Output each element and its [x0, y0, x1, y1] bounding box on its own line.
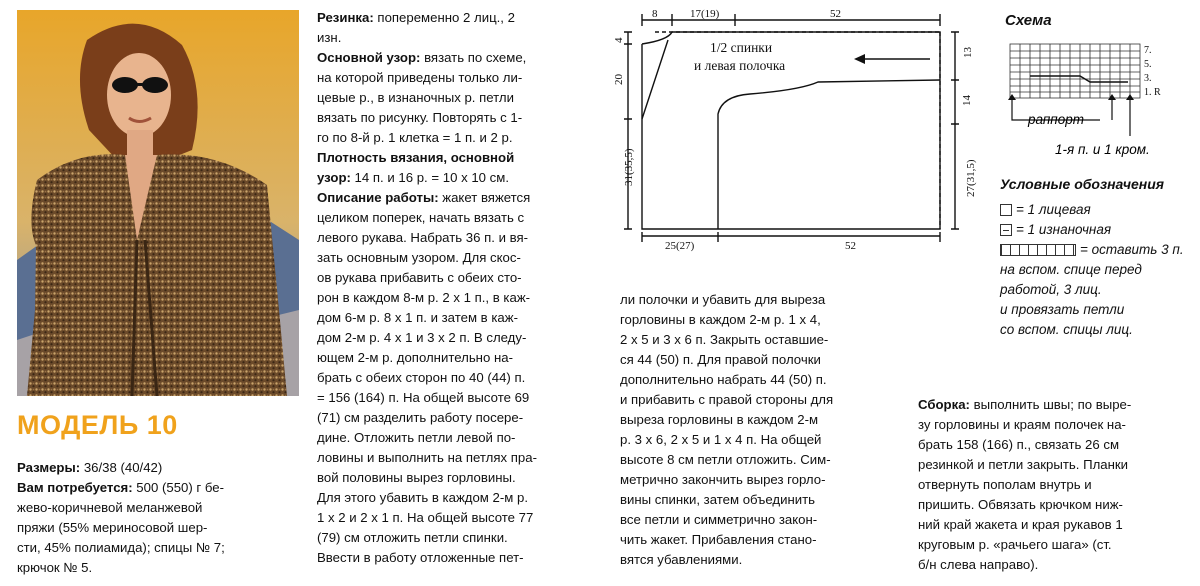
need-label: Вам потребуется:: [17, 480, 133, 495]
pattern-diagram: [610, 4, 990, 254]
dim-right-1: 13: [962, 47, 974, 58]
cable-symbol-icon: [1000, 244, 1076, 256]
text-line: ний край жакета и края рукавов 1: [918, 517, 1123, 532]
text-line: Ввести в работу отложенные пет-: [317, 550, 524, 565]
work-label: Описание работы:: [317, 190, 439, 205]
purl-symbol-icon: [1000, 224, 1012, 236]
text-line: дополнительно набрать 44 (50) п.: [620, 372, 827, 387]
text-line: р. 3 х 6, 2 х 5 и 1 х 4 п. На общей: [620, 432, 822, 447]
dim-top-1: 8: [652, 8, 658, 20]
text-line: ловины и выполнить на петлях пра-: [317, 450, 537, 465]
legend-cable: [1000, 240, 1184, 260]
model-photo: [17, 10, 299, 396]
dim-right-2: 14: [961, 95, 973, 106]
text-line: отвернуть пополам внутрь и: [918, 477, 1092, 492]
text-line: ся 44 (50) п. Для правой полочки: [620, 352, 821, 367]
dim-left-3: 31(35,5): [623, 148, 635, 186]
text-line: пришить. Обвязать крючком ниж-: [918, 497, 1123, 512]
text-line: (71) см разделить работу посере-: [317, 410, 524, 425]
text-line: все петли и симметрично закон-: [620, 512, 818, 527]
legend-cable-line: работой, 3 лиц.: [1000, 282, 1102, 297]
text-line: 14 п. и 16 р. = 10 х 10 см.: [350, 170, 509, 185]
text-line: го по 8-й р. 1 клетка = 1 п. и 2 р.: [317, 130, 513, 145]
instructions-column-1: [317, 8, 585, 568]
scheme-row-label: 3.: [1144, 73, 1152, 84]
legend-cable-line: на вспом. спице перед: [1000, 262, 1142, 277]
scheme-row-label: 7.: [1144, 45, 1152, 56]
dim-top-3: 52: [830, 8, 841, 20]
legend-purl: [1000, 220, 1184, 240]
text-line: дом 2-м р. 4 х 1 и 3 х 2 п. В следу-: [317, 330, 527, 345]
need-line: крючок № 5.: [17, 560, 93, 575]
text-line: ов рукава прибавить с обеих сто-: [317, 270, 522, 285]
text-line: вой половины вырез горловины.: [317, 470, 516, 485]
diagram-label-line1: 1/2 спинки: [710, 40, 773, 55]
dim-right-3: 27(31,5): [965, 159, 977, 197]
pattern-label: Основной узор:: [317, 50, 421, 65]
text-line: ющем 2-м р. дополнительно на-: [317, 350, 513, 365]
text-line: жакет вяжется: [438, 190, 531, 205]
density-label: узор:: [317, 170, 351, 185]
text-line: метрично закончить вырез горло-: [620, 472, 826, 487]
scheme-row-label: 5.: [1144, 59, 1152, 70]
diagram-sleeve-edge: [642, 40, 668, 119]
stitch-scheme: [1000, 36, 1200, 166]
diagram-outline: [642, 32, 940, 229]
legend-purl-text: = 1 изнаночная: [1016, 222, 1112, 237]
legend: [1000, 200, 1184, 340]
sizes-value: 36/38 (40/42): [80, 460, 163, 475]
text-line: (79) см отложить петли спинки.: [317, 530, 508, 545]
text-line: и прибавить с правой стороны для: [620, 392, 834, 407]
edge-label: 1-я п. и 1 кром.: [1055, 142, 1150, 157]
diagram-label-line2: и левая полочка: [694, 58, 786, 73]
text-line: попеременно 2 лиц., 2: [373, 10, 515, 25]
legend-knit-text: = 1 лицевая: [1016, 202, 1091, 217]
text-line: дом 6-м р. 8 х 1 п. и затем в каж-: [317, 310, 518, 325]
scheme-row-label: 1. R: [1144, 87, 1161, 98]
materials-text: [17, 458, 299, 578]
dim-left-2: 20: [613, 74, 625, 85]
model-title: МОДЕЛЬ 10: [17, 410, 178, 440]
text-line: зу горловины и краям полочек на-: [918, 417, 1126, 432]
dim-top-2: 17(19): [690, 8, 720, 20]
legend-cable-line: и провязать петли: [1000, 302, 1125, 317]
text-line: брать 158 (166) п., связать 26 см: [918, 437, 1120, 452]
sizes-label: Размеры:: [17, 460, 81, 475]
text-line: ли полочки и убавить для выреза: [620, 292, 826, 307]
text-line: Для этого убавить в каждом 2-м р.: [317, 490, 528, 505]
dim-bottom-1: 25(27): [665, 240, 695, 252]
text-line: чить жакет. Прибавления стано-: [620, 532, 817, 547]
knit-symbol-icon: [1000, 204, 1012, 216]
text-line: высоте 8 см петли отложить. Сим-: [620, 452, 831, 467]
photo-illustration: [17, 10, 299, 396]
text-line: левого рукава. Набрать 36 п. и вя-: [317, 230, 529, 245]
need-line: 500 (550) г бе-: [132, 480, 225, 495]
text-line: вятся убавлениями.: [620, 552, 743, 567]
need-line: жево-коричневой меланжевой: [17, 500, 203, 515]
legend-knit: [1000, 200, 1184, 220]
text-line: изн.: [317, 30, 342, 45]
scheme-title: Схема: [1005, 12, 1052, 29]
instructions-column-2: [620, 290, 886, 570]
text-line: горловины в каждом 2-м р. 1 х 4,: [620, 312, 821, 327]
legend-title: Условные обозначения: [1000, 176, 1165, 192]
text-line: рон в каждом 8-м р. 2 х 1 п., в каж-: [317, 290, 531, 305]
assembly-label: Сборка:: [918, 397, 970, 412]
text-line: резинкой и петли закрыть. Планки: [918, 457, 1129, 472]
text-line: 2 х 5 и 3 х 6 п. Закрыть оставшие-: [620, 332, 829, 347]
text-line: вязать по схеме,: [420, 50, 527, 65]
text-line: дине. Отложить петли левой по-: [317, 430, 516, 445]
text-line: брать с обеих сторон по 40 (44) п.: [317, 370, 526, 385]
repeat-label: раппорт: [1028, 112, 1084, 127]
dim-left-1: 4: [613, 37, 625, 43]
text-line: зать основным узором. Для скос-: [317, 250, 521, 265]
text-line: б/н слева направо).: [918, 557, 1039, 572]
text-line: выреза горловины в каждом 2-м: [620, 412, 819, 427]
density-label: Плотность вязания, основной: [317, 150, 515, 165]
legend-cable-text: = оставить 3 п.: [1080, 242, 1184, 257]
text-line: 1 х 2 и 2 х 1 п. На общей высоте 77: [317, 510, 534, 525]
text-line: = 156 (164) п. На общей высоте 69: [317, 390, 530, 405]
text-line: на которой приведены только ли-: [317, 70, 523, 85]
legend-cable-line: со вспом. спицы лиц.: [1000, 322, 1133, 337]
need-line: пряжи (55% мериносовой шер-: [17, 520, 208, 535]
rib-label: Резинка:: [317, 10, 374, 25]
text-line: круговым р. «рачьего шага» (ст.: [918, 537, 1112, 552]
dim-bottom-2: 52: [845, 240, 856, 252]
text-line: выполнить швы; по выре-: [969, 397, 1132, 412]
text-line: целиком поперек, начать вязать с: [317, 210, 525, 225]
text-line: вязать по рисунку. Повторять с 1-: [317, 110, 523, 125]
assembly-column: [918, 395, 1188, 575]
text-line: вины спинки, затем объединить: [620, 492, 816, 507]
text-line: цевые р., в изнаночных р. петли: [317, 90, 514, 105]
diagram-inner-edge: [718, 80, 940, 229]
need-line: сти, 45% полиамида); спицы № 7;: [17, 540, 225, 555]
